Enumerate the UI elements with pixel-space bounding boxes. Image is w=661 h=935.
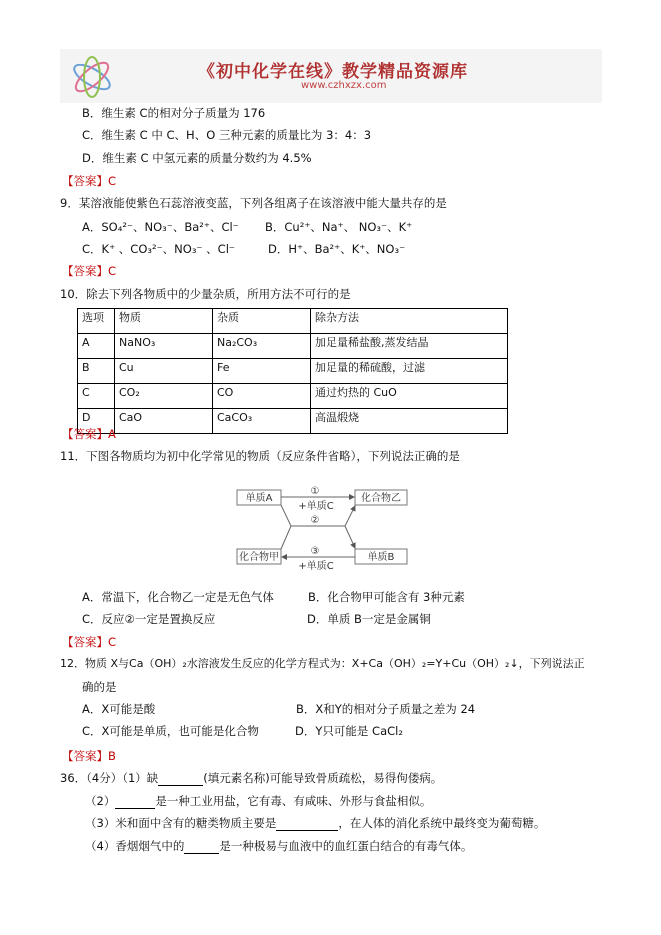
cell: Cu: [115, 359, 213, 384]
answer-blank[interactable]: [115, 796, 155, 809]
q11-option-c: C．反应②一定是置换反应: [82, 612, 216, 626]
label-reaction-2: ②: [310, 515, 320, 526]
q9-stem: 9．某溶液能使紫色石蕊溶液变蓝，下列各组离子在该溶液中能大量共存的是: [60, 196, 447, 210]
header-cell: 杂质: [213, 309, 311, 334]
q36-part3: （3）米和面中含有的糖类物质主要是 ，在人体的消化系统中最终变为葡萄糖。: [85, 816, 546, 830]
atom-logo-icon: [68, 53, 118, 99]
cell: 通过灼热的 CuO: [311, 384, 508, 409]
banner-url: www.czhxzx.com: [301, 80, 387, 91]
cell: Fe: [213, 359, 311, 384]
label-element-b: 单质B: [367, 552, 395, 563]
cell: 加足量的稀硫酸，过滤: [311, 359, 508, 384]
q36-part1: 36．（4分）（1）缺 (填元素名称)可能导致骨质疏松，易得佝偻病。: [60, 771, 443, 785]
arrow-2-down: [345, 526, 355, 548]
cell: CaCO₃: [213, 409, 311, 434]
header-banner: [60, 49, 602, 103]
q12-option-c: C．X可能是单质，也可能是化合物: [82, 724, 259, 738]
q11-answer: 【答案】C: [62, 635, 117, 649]
table-row: [78, 359, 508, 384]
banner-title: 《初中化学在线》教学精品资源库: [198, 62, 468, 82]
cell: D: [78, 409, 115, 434]
q36-part2: （2） 是一种工业用盐，它有毒、有咸味、外形与食盐相似。: [85, 794, 432, 808]
q12-option-b: B．X和Y的相对分子质量之差为 24: [296, 702, 476, 716]
arrow-2-up: [345, 506, 355, 526]
answer-blank[interactable]: [158, 773, 203, 786]
cell: B: [78, 359, 115, 384]
cell: CaO: [115, 409, 213, 434]
q9-option-a: A．SO₄²⁻、NO₃⁻、Ba²⁺、Cl⁻: [82, 220, 239, 234]
header-cell: 选项: [78, 309, 115, 334]
cell: 加足量稀盐酸,蒸发结晶: [311, 334, 508, 359]
q12-stem-cont: 确的是: [82, 680, 117, 694]
q9-answer: 【答案】C: [62, 264, 117, 278]
cell: CO₂: [115, 384, 213, 409]
label-reaction-1: ①: [310, 486, 320, 497]
label-plus-c-1: +单质C: [298, 501, 334, 512]
q12-option-a: A．X可能是酸: [82, 702, 156, 716]
table-header-row: [78, 309, 508, 334]
answer-blank[interactable]: [184, 841, 219, 854]
cell: C: [78, 384, 115, 409]
q11-option-b: B．化合物甲可能含有 3种元素: [308, 590, 465, 604]
q12-stem: 12．物质 X与Ca（OH）₂水溶液发生反应的化学方程式为：X+Ca（OH）₂=Y+Cu（OH）₂↓，下列说法正: [60, 657, 585, 670]
q10-answer: 【答案】A: [62, 427, 116, 441]
label-element-a: 单质A: [245, 493, 273, 504]
cell: CO: [213, 384, 311, 409]
q12-option-d: D．Y只可能是 CaCl₂: [295, 724, 403, 738]
table-row: [78, 334, 508, 359]
left-connector: [281, 505, 291, 549]
label-compound-jia: 化合物甲: [239, 552, 279, 563]
q36-part4: （4）香烟烟气中的 是一种极易与血液中的血红蛋白结合的有毒气体。: [85, 839, 473, 853]
label-reaction-3: ③: [310, 546, 320, 557]
answer-blank[interactable]: [276, 818, 338, 831]
q10-stem: 10．除去下列各物质中的少量杂质，所用方法不可行的是: [60, 287, 351, 301]
q10-table: [77, 308, 508, 434]
q8-option-c: C．维生素 C 中 C、H、O 三种元素的质量比为 3：4：3: [82, 128, 372, 142]
q8-option-b: B．维生素 C的相对分子质量为 176: [82, 106, 266, 120]
header-cell: 物质: [115, 309, 213, 334]
label-compound-yi: 化合物乙: [361, 493, 401, 504]
q9-option-c: C．K⁺ 、CO₃²⁻、NO₃⁻ 、Cl⁻: [82, 242, 235, 256]
q11-reaction-diagram: [0, 480, 661, 580]
q11-stem: 11．下图各物质均为初中化学常见的物质（反应条件省略），下列说法正确的是: [60, 449, 460, 463]
cell: 高温煅烧: [311, 409, 508, 434]
q8-answer: 【答案】C: [62, 174, 117, 188]
q9-option-d: D．H⁺、Ba²⁺、K⁺、NO₃⁻: [268, 242, 406, 256]
q11-option-d: D．单质 B一定是金属铜: [307, 612, 431, 626]
header-cell: 除杂方法: [311, 309, 508, 334]
q12-answer: 【答案】B: [62, 749, 116, 763]
q9-option-b: B．Cu²⁺、Na⁺、 NO₃⁻、K⁺: [265, 220, 413, 234]
q11-option-a: A．常温下，化合物乙一定是无色气体: [82, 590, 274, 604]
q8-option-d: D．维生素 C 中氢元素的质量分数约为 4.5%: [82, 151, 312, 165]
cell: A: [78, 334, 115, 359]
cell: NaNO₃: [115, 334, 213, 359]
table-row: [78, 384, 508, 409]
label-plus-c-3: +单质C: [298, 561, 334, 572]
cell: Na₂CO₃: [213, 334, 311, 359]
table-row: [78, 409, 508, 434]
